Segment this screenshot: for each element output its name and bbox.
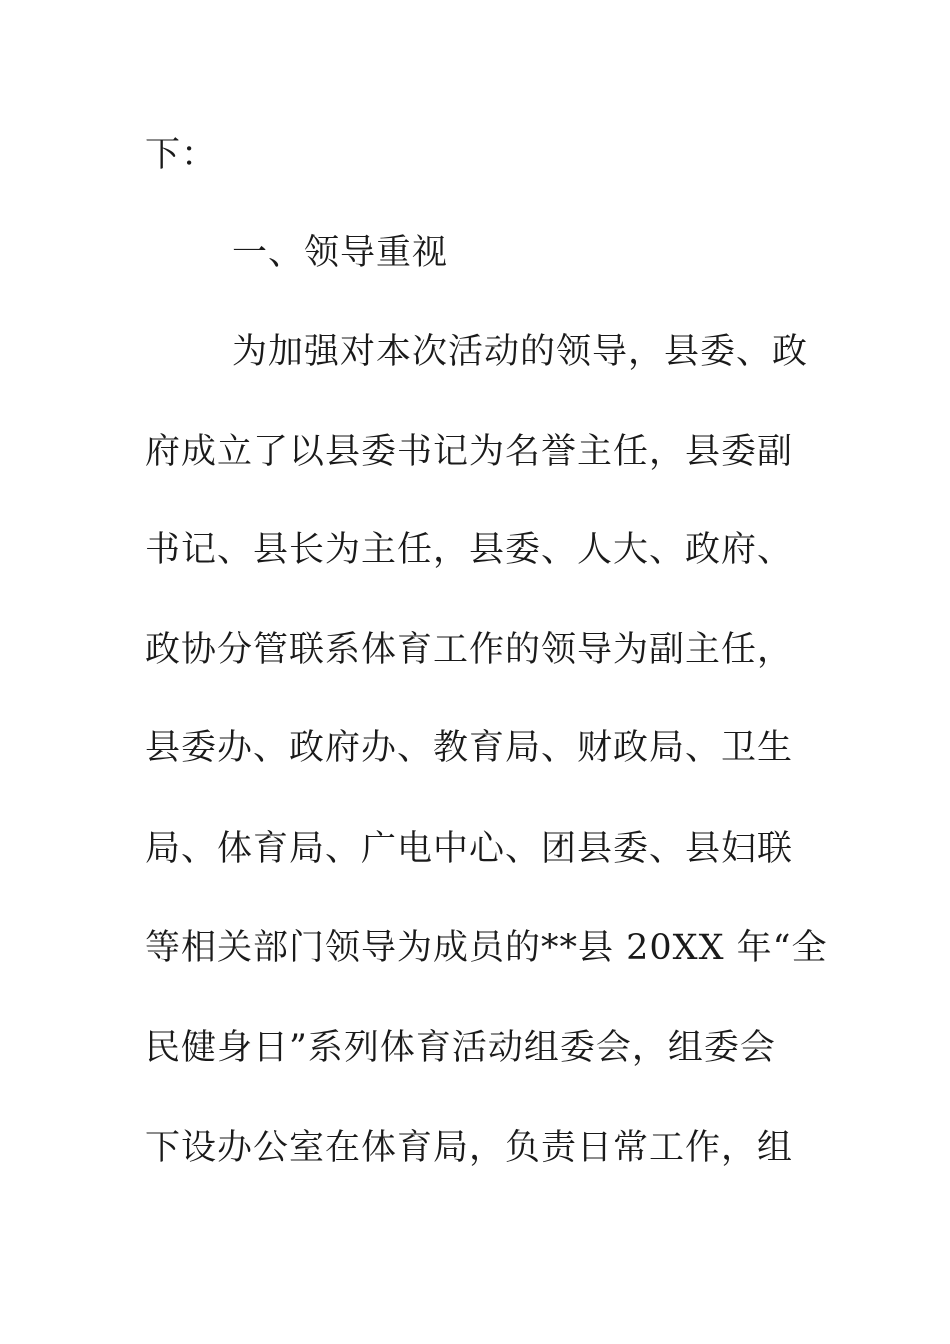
paragraph-first-line: 为加强对本次活动的领导，县委、政 — [232, 332, 809, 372]
text-line: 民健身日”系列体育活动组委会，组委会 — [145, 1028, 776, 1068]
text-line: 书记、县长为主任，县委、人大、政府、 — [145, 530, 794, 570]
section-heading: 一、领导重视 — [232, 233, 449, 273]
text-line: 县委办、政府办、教育局、财政局、卫生 — [145, 728, 794, 768]
text-line: 等相关部门领导为成员的**县 20XX 年“全 — [145, 928, 828, 968]
text-line: 下： — [145, 135, 218, 175]
text-line: 下设办公室在体育局，负责日常工作，组 — [145, 1128, 794, 1168]
text-line: 府成立了以县委书记为名誉主任，县委副 — [145, 432, 794, 472]
text-line: 政协分管联系体育工作的领导为副主任， — [145, 630, 794, 670]
text-line: 局、体育局、广电中心、团县委、县妇联 — [145, 829, 794, 869]
